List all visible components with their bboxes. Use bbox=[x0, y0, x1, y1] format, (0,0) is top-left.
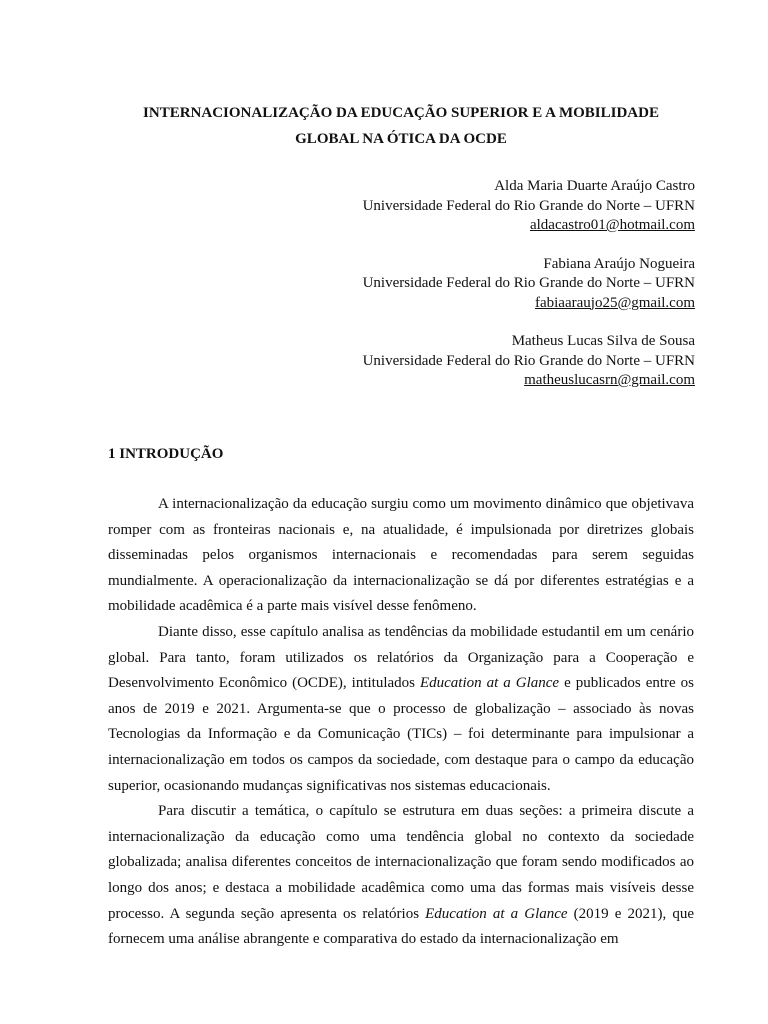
author-name: Fabiana Araújo Nogueira bbox=[543, 255, 695, 272]
author-affiliation: Universidade Federal do Rio Grande do Norte – UFRN bbox=[362, 197, 695, 214]
paragraph-3-text-b: (2019 e 2021), que fornecem uma análise abrangente e comparativa do estado da internacionalização em bbox=[108, 905, 694, 948]
section-heading: 1 INTRODUÇÃO bbox=[108, 446, 224, 462]
paper-title-line-2: GLOBAL NA ÓTICA DA OCDE bbox=[295, 131, 507, 147]
report-title-italic: Education at a Glance bbox=[425, 905, 568, 922]
paper-title bbox=[80, 100, 722, 152]
author-name: Matheus Lucas Silva de Sousa bbox=[511, 333, 695, 349]
author-affiliation: Universidade Federal do Rio Grande do Norte – UFRN bbox=[362, 352, 695, 369]
author-list bbox=[195, 177, 695, 410]
author-block bbox=[195, 177, 695, 236]
paragraph-2-text-b: e publicados entre os anos de 2019 e 2021. Argumenta-se que o processo de globalização – associado às novas Tecnologias da Informação e da Comunicação (TICs) – foi determinante para impulsionar a internacionalização em todos os campos da sociedade, com destaque para o campo da educação superior, ocasionando mudanças significativas nos sistemas educacionais. bbox=[108, 675, 695, 794]
paper-title-line-1: INTERNACIONALIZAÇÃO DA EDUCAÇÃO SUPERIOR E A MOBILIDADE bbox=[143, 105, 659, 121]
author-block bbox=[195, 332, 695, 391]
author-affiliation: Universidade Federal do Rio Grande do Norte – UFRN bbox=[362, 275, 695, 291]
author-email-link[interactable]: fabiaaraujo25@gmail.com bbox=[534, 294, 695, 311]
report-title-italic: Education at a Glance bbox=[419, 675, 560, 692]
author-email-link[interactable]: matheuslucasrn@gmail.com bbox=[524, 372, 695, 388]
body-text bbox=[108, 492, 694, 953]
author-name: Alda Maria Duarte Araújo Castro bbox=[494, 178, 695, 194]
paragraph-3-text-a: Para discutir a temática, o capítulo se estrutura em duas seções: a primeira discute a internacionalização da educação como uma tendência global no contexto da sociedade globalizada; analisa diferentes conceitos de internacionalização que foram sendo modificados ao longo dos anos; e destaca a mobilidade acadêmica como uma das formas mais visíveis desse processo. A segunda seção apresenta os relatórios bbox=[108, 803, 694, 922]
paragraph-2 bbox=[108, 620, 694, 799]
paragraph-3 bbox=[108, 799, 694, 953]
author-block bbox=[195, 255, 695, 314]
author-email-link[interactable]: aldacastro01@hotmail.com bbox=[529, 217, 695, 233]
paragraph-1: A internacionalização da educação surgiu como um movimento dinâmico que objetivava romper com as fronteiras nacionais e, na atualidade, é impulsionada por diretrizes globais disseminadas pelos organismos internacionais e recomendadas para serem seguidas mundialmente. A operacionalização da internacionalização se dá por diferentes estratégias e a mobilidade acadêmica é a parte mais visível desse fenômeno. bbox=[108, 496, 694, 615]
paragraph-2-text-a: Diante disso, esse capítulo analisa as tendências da mobilidade estudantil em um cenário global. Para tanto, foram utilizados os relatórios da Organização para a Cooperação e Desenvolvimento Econômico (OCDE), intitulados bbox=[108, 623, 694, 692]
